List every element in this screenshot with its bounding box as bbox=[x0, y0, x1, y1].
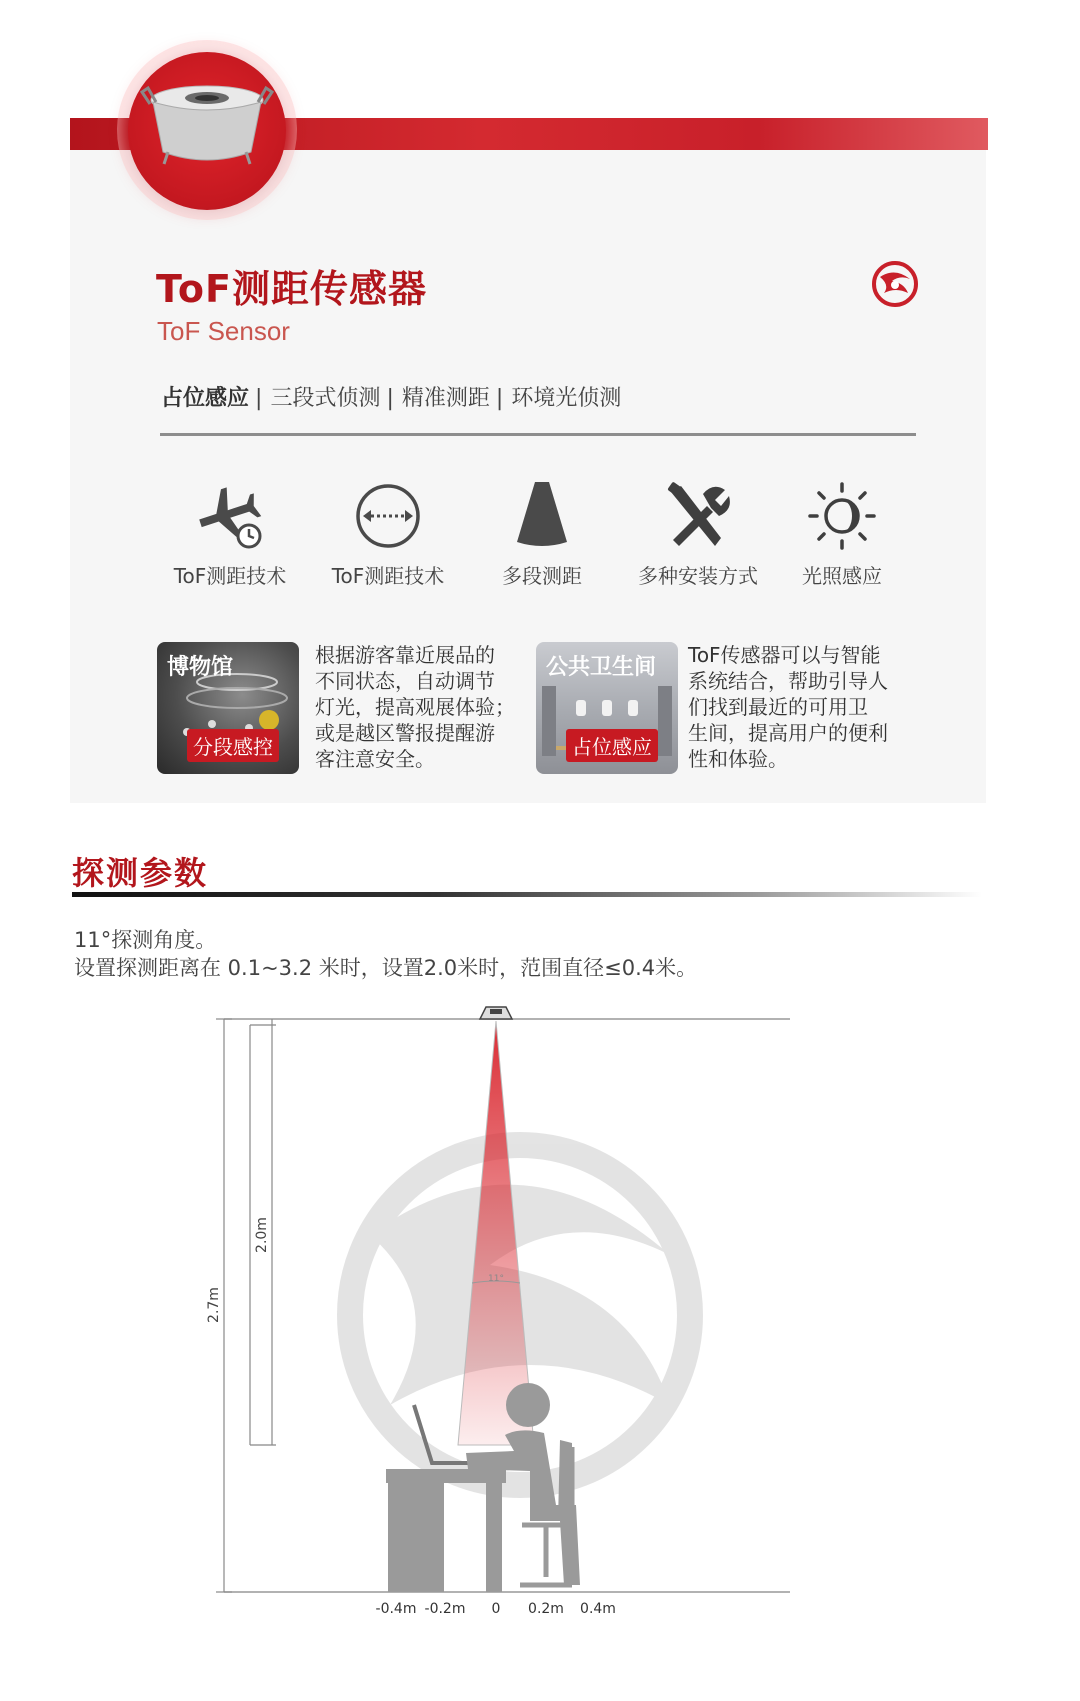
case-text-line: 或是越区警报提醒游 bbox=[315, 721, 495, 745]
feature-item: 精准测距 bbox=[401, 386, 490, 411]
case-text-line: 系统结合，帮助引导人 bbox=[688, 669, 888, 693]
feature-separator: | bbox=[495, 386, 504, 411]
case-tag: 占位感应 bbox=[566, 729, 658, 762]
case-text-line: 不同状态，自动调节 bbox=[315, 669, 495, 693]
section-underline bbox=[72, 892, 982, 897]
restroom-photo bbox=[536, 642, 678, 774]
icon-label: 多段测距 bbox=[502, 564, 582, 588]
detection-cone-icon bbox=[507, 480, 577, 552]
case-title: 公共卫生间 bbox=[546, 655, 657, 680]
case-text-line: 性和体验。 bbox=[688, 747, 788, 771]
tools-icon bbox=[663, 480, 733, 552]
case-tag: 分段感控 bbox=[187, 729, 279, 762]
x-tick-label: 0.4m bbox=[580, 1601, 616, 1615]
case-text-line: 灯光，提高观展体验； bbox=[315, 695, 515, 719]
label-angle: 11° bbox=[488, 1274, 504, 1284]
case-title: 博物馆 bbox=[167, 655, 234, 680]
icon-label: 多种安装方式 bbox=[638, 564, 758, 588]
case-text-line: 根据游客靠近展品的 bbox=[315, 643, 495, 667]
product-badge bbox=[128, 52, 286, 210]
x-tick-label: -0.4m bbox=[375, 1601, 417, 1615]
detection-diagram bbox=[200, 985, 800, 1615]
feature-icon-item bbox=[313, 480, 463, 589]
desk-icon bbox=[386, 1469, 506, 1592]
feature-separator: | bbox=[255, 386, 263, 411]
museum-photo bbox=[157, 642, 299, 774]
feature-icon-item bbox=[467, 480, 617, 589]
feature-list bbox=[161, 381, 621, 412]
param-angle: 11°探测角度。 bbox=[74, 928, 217, 952]
feature-icon-item bbox=[623, 480, 773, 589]
icon-label: ToF测距技术 bbox=[331, 564, 445, 588]
feature-divider bbox=[160, 433, 916, 436]
label-total-height: 2.7m bbox=[206, 1287, 222, 1323]
icon-label: 光照感应 bbox=[802, 564, 882, 588]
sun-moon-icon bbox=[806, 480, 878, 552]
range-circle-icon bbox=[353, 480, 423, 552]
case-text-line: 生间，提高用户的便利 bbox=[688, 721, 888, 745]
case-text-line: 们找到最近的可用卫 bbox=[688, 695, 868, 719]
case-description bbox=[315, 642, 515, 772]
feature-occupancy: 占位感应 bbox=[161, 386, 250, 411]
product-subtitle: ToF Sensor bbox=[157, 316, 290, 346]
airplane-clock-icon bbox=[195, 480, 265, 552]
x-tick-label: 0.2m bbox=[528, 1601, 564, 1615]
feature-item: 环境光侦测 bbox=[511, 386, 622, 411]
sensor-device-icon bbox=[128, 52, 286, 210]
x-tick-label: 0 bbox=[491, 1601, 501, 1615]
case-description bbox=[688, 642, 928, 772]
feature-icon-item bbox=[155, 480, 305, 589]
case-text-line: ToF传感器可以与智能 bbox=[688, 643, 881, 667]
case-museum bbox=[157, 642, 517, 774]
brand-logo-icon bbox=[870, 259, 920, 309]
label-detect-height: 2.0m bbox=[254, 1217, 270, 1253]
feature-item: 三段式侦测 bbox=[270, 386, 381, 411]
x-axis bbox=[376, 1601, 616, 1615]
feature-separator: | bbox=[386, 386, 394, 411]
x-tick-label: -0.2m bbox=[424, 1601, 466, 1615]
section-title: 探测参数 bbox=[72, 854, 209, 892]
feature-icon-item bbox=[767, 480, 917, 589]
param-range: 设置探测距离在 0.1~3.2 米时，设置2.0米时，范围直径≤0.4米。 bbox=[74, 956, 698, 980]
case-restroom bbox=[536, 642, 936, 774]
ceiling-sensor-icon bbox=[480, 1007, 512, 1019]
product-title: ToF测距传感器 bbox=[156, 267, 427, 311]
case-text-line: 客注意安全。 bbox=[315, 747, 435, 771]
feature-icon-row bbox=[155, 480, 915, 590]
icon-label: ToF测距技术 bbox=[173, 564, 287, 588]
